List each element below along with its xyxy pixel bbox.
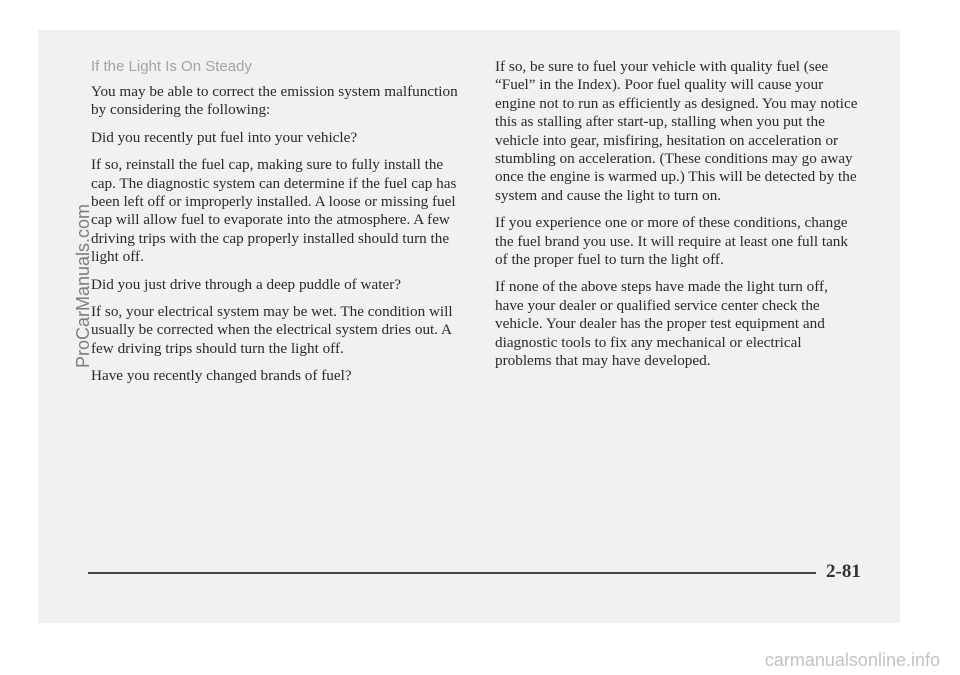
paragraph: Have you recently changed brands of fuel?: [91, 367, 352, 385]
paragraph: If so, your electrical system may be wet. The condition will usually be corrected when the electrical system dries out. A few driving trips should turn the light off.: [91, 303, 453, 357]
footer-rule: [88, 572, 816, 574]
right-column: [495, 58, 860, 380]
footer-watermark: carmanualsonline.info: [764, 650, 940, 670]
paragraph: If none of the above steps have made the light turn off, have your dealer or qualified service center check the vehicle. Your dealer has the proper test equipment and diagnostic tools to fix any mechanical or electrical problems that may have developed.: [495, 278, 828, 370]
page-number: 2-81: [826, 561, 861, 582]
paragraph: Did you just drive through a deep puddle of water?: [91, 275, 401, 293]
paragraph: If so, reinstall the fuel cap, making sure to fully install the cap. The diagnostic system can determine if the fuel cap has been left off or improperly installed. A loose or missing fuel cap will allow fuel to evaporate into the atmosphere. A few driving trips with the cap properly installed should turn the light off.: [91, 156, 457, 266]
side-watermark: ProCarManuals.com: [73, 203, 93, 368]
section-heading: If the Light Is On Steady: [91, 58, 252, 75]
paragraph: If so, be sure to fuel your vehicle with quality fuel (see “Fuel” in the Index). Poor fuel quality will cause your engine not to run as efficiently as designed. You may notice this as stalling after start-up, stalling when you put the vehicle into gear, misfiring, hesitation on acceleration or stumbling on acceleration. (These conditions may go away once the engine is warmed up.) This will be detected by the system and cause the light to turn on.: [495, 58, 858, 204]
paragraph: If you experience one or more of these conditions, change the fuel brand you use. It will require at least one full tank of the proper fuel to turn the light off.: [495, 214, 848, 269]
paragraph: Did you recently put fuel into your vehicle?: [91, 128, 358, 146]
paragraph: You may be able to correct the emission system malfunction by considering the following:: [91, 83, 458, 119]
left-column: [91, 58, 459, 395]
